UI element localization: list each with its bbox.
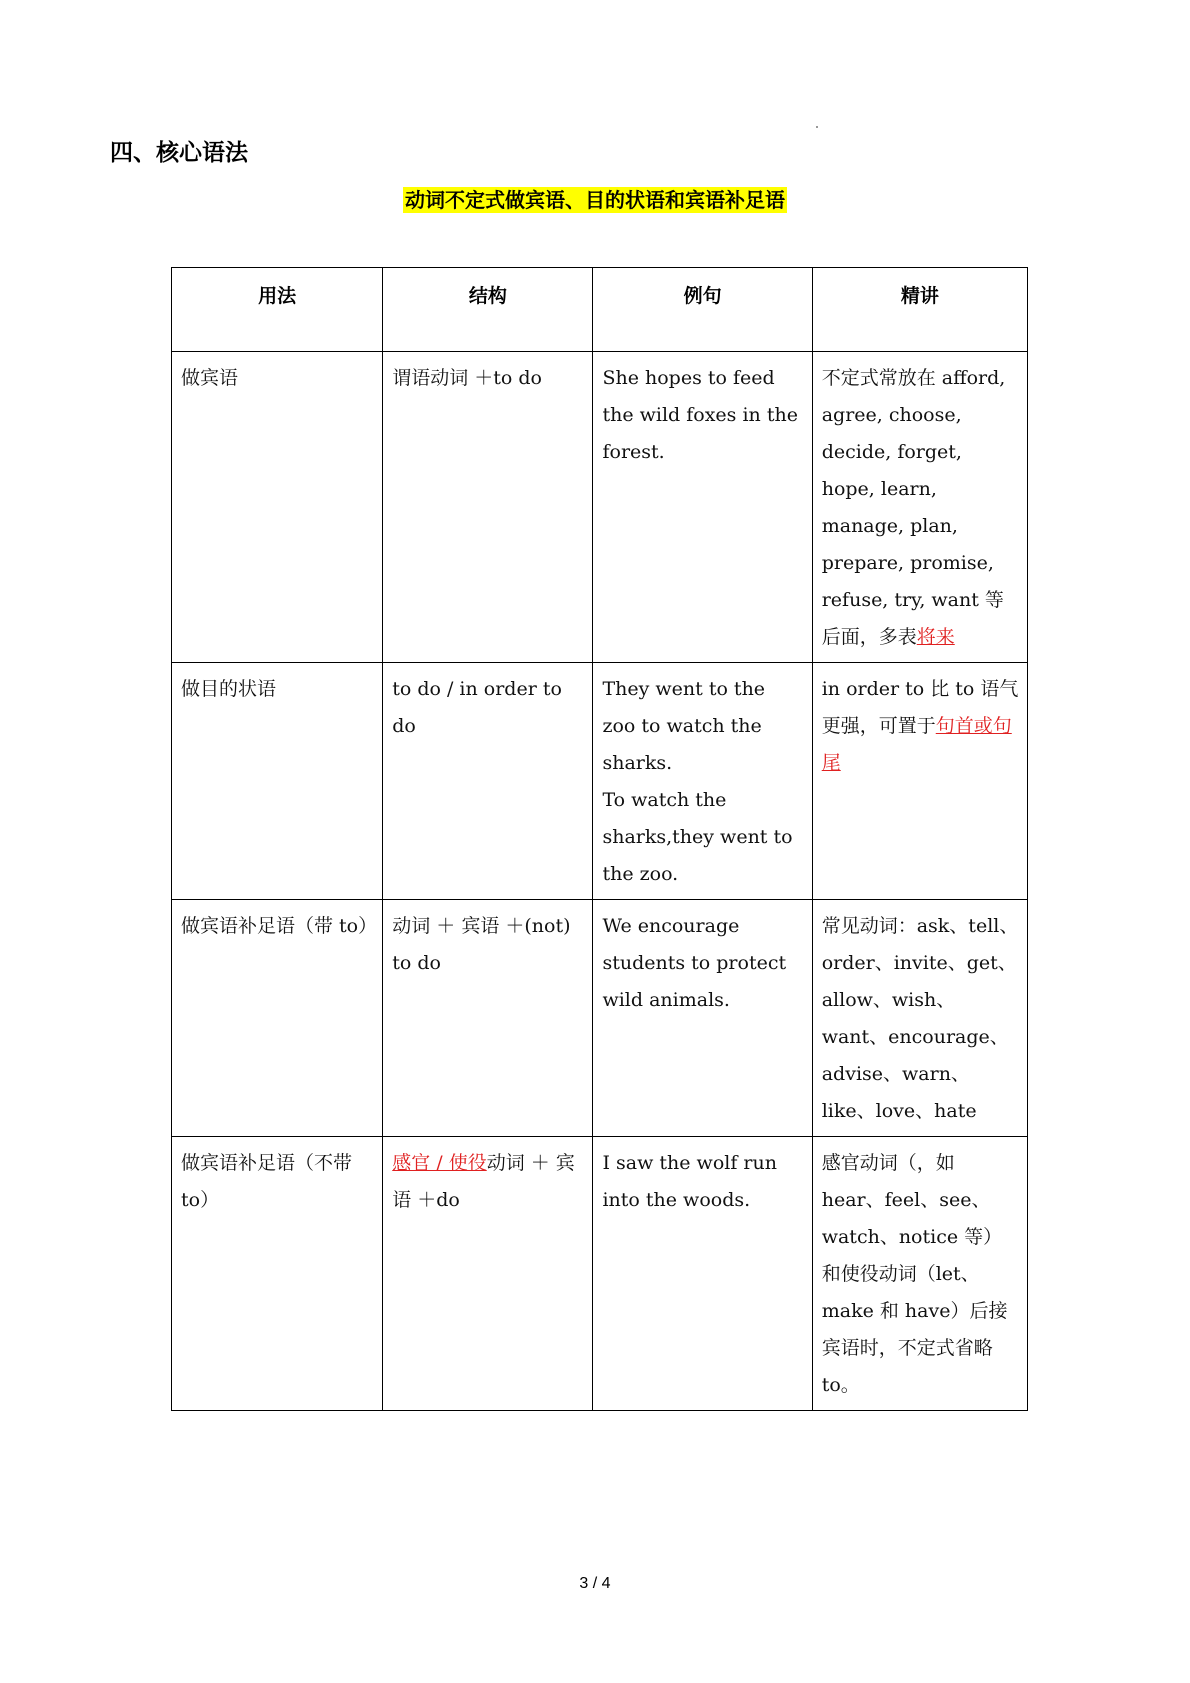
structure-highlight: 感官 / 使役 bbox=[392, 1152, 487, 1174]
structure-text: 动词 ＋ 宾语 ＋do bbox=[392, 1152, 575, 1211]
page-dot-mark bbox=[816, 126, 818, 128]
grammar-table bbox=[171, 267, 1028, 1411]
table-row bbox=[172, 352, 1028, 663]
header-usage: 用法 bbox=[172, 268, 383, 352]
note-cell: 常见动词：ask、tell、order、invite、get、allow、wish、want、encourage、advise、warn、like、love、hate bbox=[812, 900, 1027, 1137]
header-note: 精讲 bbox=[812, 268, 1027, 352]
structure-cell: 谓语动词 ＋to do bbox=[383, 352, 593, 663]
table-header-row bbox=[172, 268, 1028, 352]
usage-cell: 做宾语补足语（带 to） bbox=[172, 900, 383, 1137]
example-sentence: They went to the zoo to watch the sharks. bbox=[602, 678, 766, 774]
usage-cell: 做宾语 bbox=[172, 352, 383, 663]
header-structure: 结构 bbox=[383, 268, 593, 352]
topic-title bbox=[0, 188, 1190, 212]
example-cell: We encourage students to protect wild animals. bbox=[593, 900, 812, 1137]
note-text: in order to 比 to 语气更强，可置于 bbox=[821, 678, 1019, 737]
example-sentence: To watch the sharks,they went to the zoo. bbox=[602, 789, 793, 885]
structure-cell: 动词 ＋ 宾语 ＋(not) to do bbox=[383, 900, 593, 1137]
section-heading: 四、核心语法 bbox=[110, 140, 248, 166]
example-cell: She hopes to feed the wild foxes in the forest. bbox=[593, 352, 812, 663]
table-row bbox=[172, 1137, 1028, 1411]
note-highlight: 句首或句尾 bbox=[821, 715, 1012, 774]
structure-cell: to do / in order to do bbox=[383, 663, 593, 900]
page-number: 3 / 4 bbox=[579, 1575, 611, 1592]
note-highlight: 将来 bbox=[916, 626, 955, 648]
example-cell bbox=[593, 663, 812, 900]
table-row bbox=[172, 663, 1028, 900]
table-row bbox=[172, 900, 1028, 1137]
note-cell: 感官动词（，如 hear、feel、see、watch、notice 等）和使役动词（let、make 和 have）后接宾语时，不定式省略 to。 bbox=[812, 1137, 1027, 1411]
note-cell bbox=[812, 663, 1027, 900]
usage-cell: 做宾语补足语（不带 to） bbox=[172, 1137, 383, 1411]
structure-cell bbox=[383, 1137, 593, 1411]
note-cell bbox=[812, 352, 1027, 663]
topic-title-text: 动词不定式做宾语、目的状语和宾语补足语 bbox=[405, 188, 785, 212]
usage-cell: 做目的状语 bbox=[172, 663, 383, 900]
note-text: 不定式常放在 afford, agree, choose, decide, forget, hope, learn, manage, plan, prepare, promise, refuse, try, want 等后面，多表 bbox=[821, 367, 1006, 648]
header-example: 例句 bbox=[593, 268, 812, 352]
example-cell: I saw the wolf run into the woods. bbox=[593, 1137, 812, 1411]
